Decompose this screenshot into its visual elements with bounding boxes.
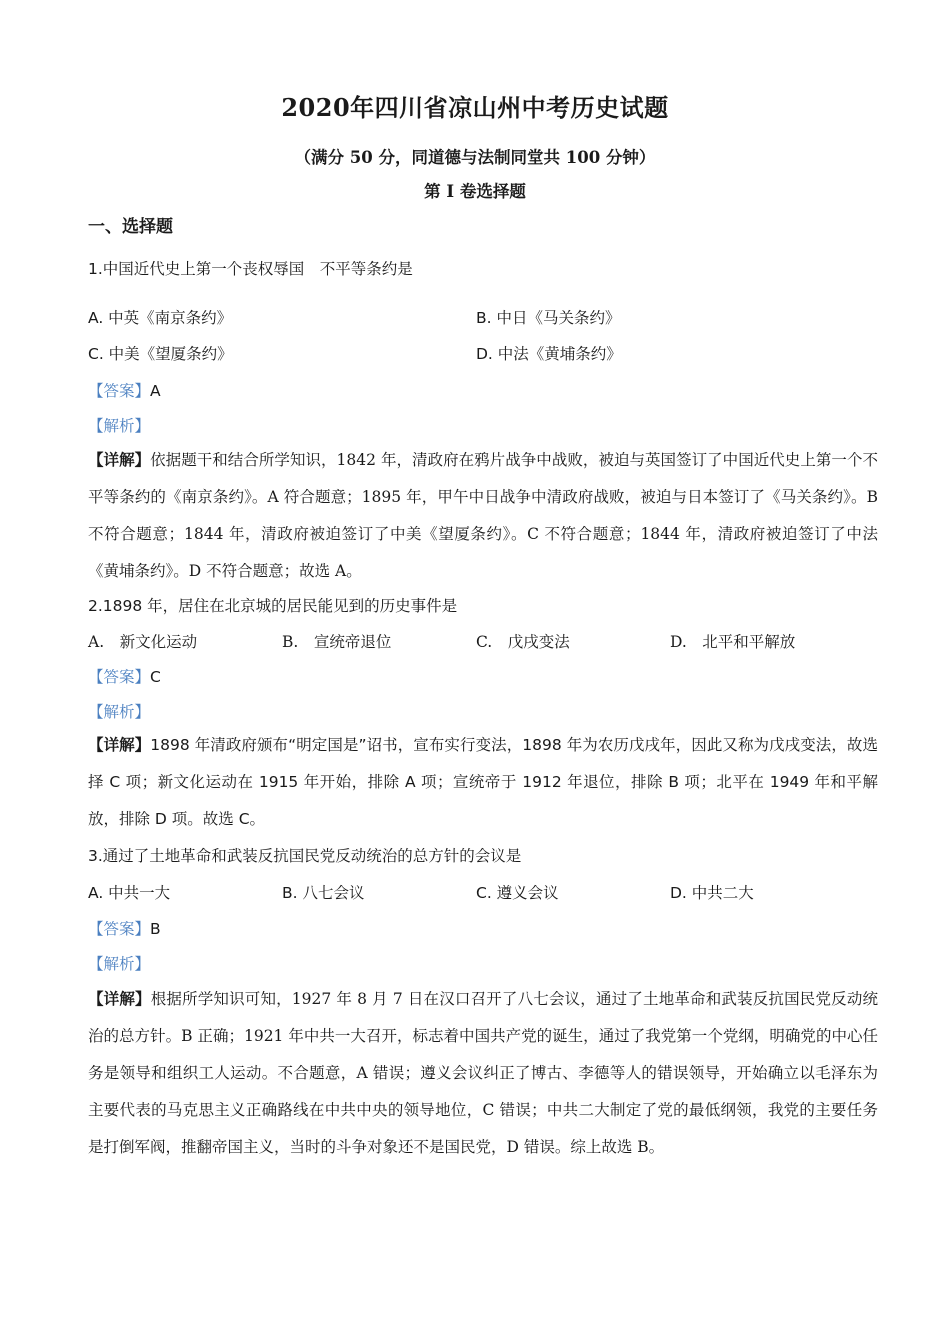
q2-option-a: A. 新文化运动 — [88, 633, 198, 651]
analysis-tag: 【解析】 — [88, 703, 151, 721]
q1-detail — [88, 441, 878, 590]
q2-analysis-line — [88, 701, 150, 723]
q1-option-d: D. 中法《黄埔条约》 — [476, 345, 622, 363]
q2-option-d: D. 北平和平解放 — [670, 633, 796, 651]
answer-tag: 【答案】 — [88, 920, 151, 938]
q2-answer-value: C — [150, 668, 161, 686]
q3-answer-line — [88, 918, 161, 940]
q1-option-a: A. 中英《南京条约》 — [88, 309, 233, 327]
analysis-tag: 【解析】 — [88, 417, 151, 435]
q1-answer-line — [88, 380, 161, 402]
q3-option-b: B. 八七会议 — [282, 884, 365, 902]
q1-analysis-line — [88, 415, 150, 437]
answer-tag: 【答案】 — [88, 668, 151, 686]
question-1-stem: 1.中国近代史上第一个丧权辱国 不平等条约是 — [88, 260, 413, 278]
q2-option-c: C. 戊戌变法 — [476, 633, 570, 651]
q2-detail — [88, 727, 878, 838]
q3-option-a: A. 中共一大 — [88, 884, 171, 902]
analysis-tag: 【解析】 — [88, 955, 151, 973]
q3-detail — [88, 980, 878, 1166]
exam-subtitle: （满分 50 分，同道德与法制同堂共 100 分钟） — [294, 148, 656, 167]
q1-option-b: B. 中日《马关条约》 — [476, 309, 621, 327]
page-title: 2020年四川省凉山州中考历史试题 — [281, 93, 669, 122]
q2-option-b: B. 宣统帝退位 — [282, 633, 392, 651]
q3-analysis-line — [88, 953, 150, 975]
answer-tag: 【答案】 — [88, 382, 151, 400]
q2-answer-line — [88, 666, 161, 688]
q3-answer-value: B — [150, 920, 161, 938]
question-3-stem: 3.通过了土地革命和武装反抗国民党反动统治的总方针的会议是 — [88, 847, 522, 865]
section-heading: 一、选择题 — [88, 217, 173, 237]
detail-tag: 【详解】 — [88, 989, 151, 1008]
detail-tag: 【详解】 — [88, 736, 151, 754]
q3-detail-text: 根据所学知识可知，1927 年 8 月 7 日在汉口召开了八七会议，通过了土地革命和武装反抗国民党反动统治的总方针。B 正确；1921 年中共一大召开，标志着中国共产党的诞生，通过了我党第一个党纲，明确党的中心任务是领导和组织工人运动。不合题意，A 错误；遵义会议纠正了博古、李德等人的错误领导，开始确立以毛泽东为主要代表的马克思主义正确路线在中共中央的领导地位，C 错误；中共二大制定了党的最低纲领，我党的主要任务是打倒军阀，推翻帝国主义，当时的斗争对象还不是国民党，D 错误。综上故选 B。 — [88, 990, 878, 1156]
q1-detail-text: 依据题干和结合所学知识，1842 年，清政府在鸦片战争中战败，被迫与英国签订了中国近代史上第一个不平等条约的《南京条约》。A 符合题意；1895 年，甲午中日战争中清政府战败，被迫与日本签订了《马关条约》。B 不符合题意；1844 年，清政府被迫签订了中美《望厦条约》。C 不符合题意；1844 年，清政府被迫签订了中法《黄埔条约》。D 不符合题意；故选 A。 — [88, 451, 878, 580]
q2-detail-text: 1898 年清政府颁布“明定国是”诏书，宣布实行变法，1898 年为农历戊戌年，因此又称为戊戌变法，故选择 C 项；新文化运动在 1915 年开始，排除 A 项；宣统帝于 1912 年退位，排除 B 项；北平在 1949 年和平解放，排除 D 项。故选 C。 — [88, 736, 878, 828]
q3-option-c: C. 遵义会议 — [476, 884, 559, 902]
q1-answer-value: A — [150, 382, 161, 400]
question-2-stem: 2.1898 年，居住在北京城的居民能见到的历史事件是 — [88, 597, 458, 615]
q1-option-c: C. 中美《望厦条约》 — [88, 345, 233, 363]
detail-tag: 【详解】 — [88, 450, 151, 469]
q3-option-d: D. 中共二大 — [670, 884, 754, 902]
volume-heading: 第 I 卷选择题 — [424, 182, 526, 201]
